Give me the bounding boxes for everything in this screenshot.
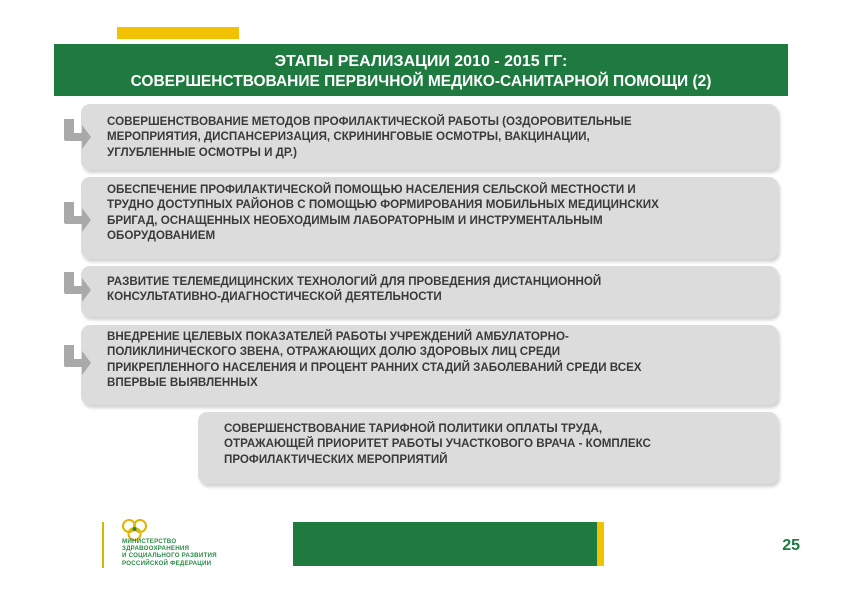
ministry-name-line: И СОЦИАЛЬНОГО РАЗВИТИЯ: [122, 552, 217, 560]
bullet-item-line: СОВЕРШЕНСТВОВАНИЕ МЕТОДОВ ПРОФИЛАКТИЧЕСКОЙ РАБОТЫ (ОЗДОРОВИТЕЛЬНЫЕ: [107, 115, 632, 128]
logo-divider: [102, 522, 104, 568]
ministry-name-line: ЗДРАВООХРАНЕНИЯ: [122, 545, 190, 553]
ministry-name: [122, 538, 217, 567]
bullet-item-line: ВНЕДРЕНИЕ ЦЕЛЕВЫХ ПОКАЗАТЕЛЕЙ РАБОТЫ УЧРЕЖДЕНИЙ АМБУЛАТОРНО-: [107, 330, 569, 343]
bent-arrow-icon: [62, 117, 92, 151]
footer-accent-bar: [597, 522, 604, 566]
footer-green-band: [293, 522, 597, 566]
page-number: 25: [782, 537, 800, 554]
bullet-item-rural-mobile-teams: [81, 177, 778, 259]
slide-title-line1: ЭТАПЫ РЕАЛИЗАЦИИ 2010 - 2015 ГГ:: [274, 53, 568, 70]
ministry-name-line: МИНИСТЕРСТВО: [122, 538, 177, 545]
bullet-item-line: РАЗВИТИЕ ТЕЛЕМЕДИЦИНСКИХ ТЕХНОЛОГИЙ ДЛЯ ПРОВЕДЕНИЯ ДИСТАНЦИОННОЙ: [107, 275, 602, 288]
bullet-item-line: КОНСУЛЬТАТИВНО-ДИАГНОСТИЧЕСКОЙ ДЕЯТЕЛЬНОСТИ: [107, 290, 442, 304]
bullet-item-line: УГЛУБЛЕННЫЕ ОСМОТРЫ И ДР.): [107, 145, 297, 159]
bullet-item-line: ПРОФИЛАКТИЧЕСКИХ МЕРОПРИЯТИЙ: [224, 452, 448, 466]
bullet-item-line: ОТРАЖАЮЩЕЙ ПРИОРИТЕТ РАБОТЫ УЧАСТКОВОГО ВРАЧА - КОМПЛЕКС: [224, 437, 651, 451]
slide-title: [54, 44, 788, 96]
bullet-item-line: ВПЕРВЫЕ ВЫЯВЛЕННЫХ: [107, 375, 258, 389]
bullet-item-line: ТРУДНО ДОСТУПНЫХ РАЙОНОВ С ПОМОЩЬЮ ФОРМИРОВАНИЯ МОБИЛЬНЫХ МЕДИЦИНСКИХ: [107, 198, 659, 212]
bullet-item-telemedicine: [81, 266, 778, 317]
bullet-item-line: ПРИКРЕПЛЕННОГО НАСЕЛЕНИЯ И ПРОЦЕНТ РАННИХ СТАДИЙ ЗАБОЛЕВАНИЙ СРЕДИ ВСЕХ: [107, 360, 642, 374]
bent-arrow-icon: [62, 343, 92, 377]
top-accent-bar: [117, 27, 239, 39]
bullet-item-target-indicators: [81, 325, 778, 405]
slide-title-line2: СОВЕРШЕНСТВОВАНИЕ ПЕРВИЧНОЙ МЕДИКО-САНИТАРНОЙ ПОМОЩИ (2): [130, 73, 712, 90]
bullet-item-line: ПОЛИКЛИНИЧЕСКОГО ЗВЕНА, ОТРАЖАЮЩИХ ДОЛЮ ЗДОРОВЫХ ЛИЦ СРЕДИ: [107, 345, 561, 359]
ministry-logo: [102, 518, 272, 570]
bullet-item-tariff-policy: [198, 412, 778, 484]
bullet-item-line: СОВЕРШЕНСТВОВАНИЕ ТАРИФНОЙ ПОЛИТИКИ ОПЛАТЫ ТРУДА,: [224, 422, 603, 435]
bent-arrow-icon: [62, 200, 92, 234]
bullet-item-prevention-methods: [81, 104, 778, 170]
bent-arrow-icon: [62, 270, 92, 304]
bullet-item-line: ОБОРУДОВАНИЕМ: [107, 228, 216, 242]
ministry-name-line: РОССИЙСКОЙ ФЕДЕРАЦИИ: [122, 559, 212, 567]
bullet-item-line: МЕРОПРИЯТИЯ, ДИСПАНСЕРИЗАЦИЯ, СКРИНИНГОВЫЕ ОСМОТРЫ, ВАКЦИНАЦИИ,: [107, 130, 590, 144]
bullet-item-line: БРИГАД, ОСНАЩЕННЫХ НЕОБХОДИМЫМ ЛАБОРАТОРНЫМ И ИНСТРУМЕНТАЛЬНЫМ: [107, 213, 603, 227]
bullet-item-line: ОБЕСПЕЧЕНИЕ ПРОФИЛАКТИЧЕСКОЙ ПОМОЩЬЮ НАСЕЛЕНИЯ СЕЛЬСКОЙ МЕСТНОСТИ И: [107, 183, 636, 196]
